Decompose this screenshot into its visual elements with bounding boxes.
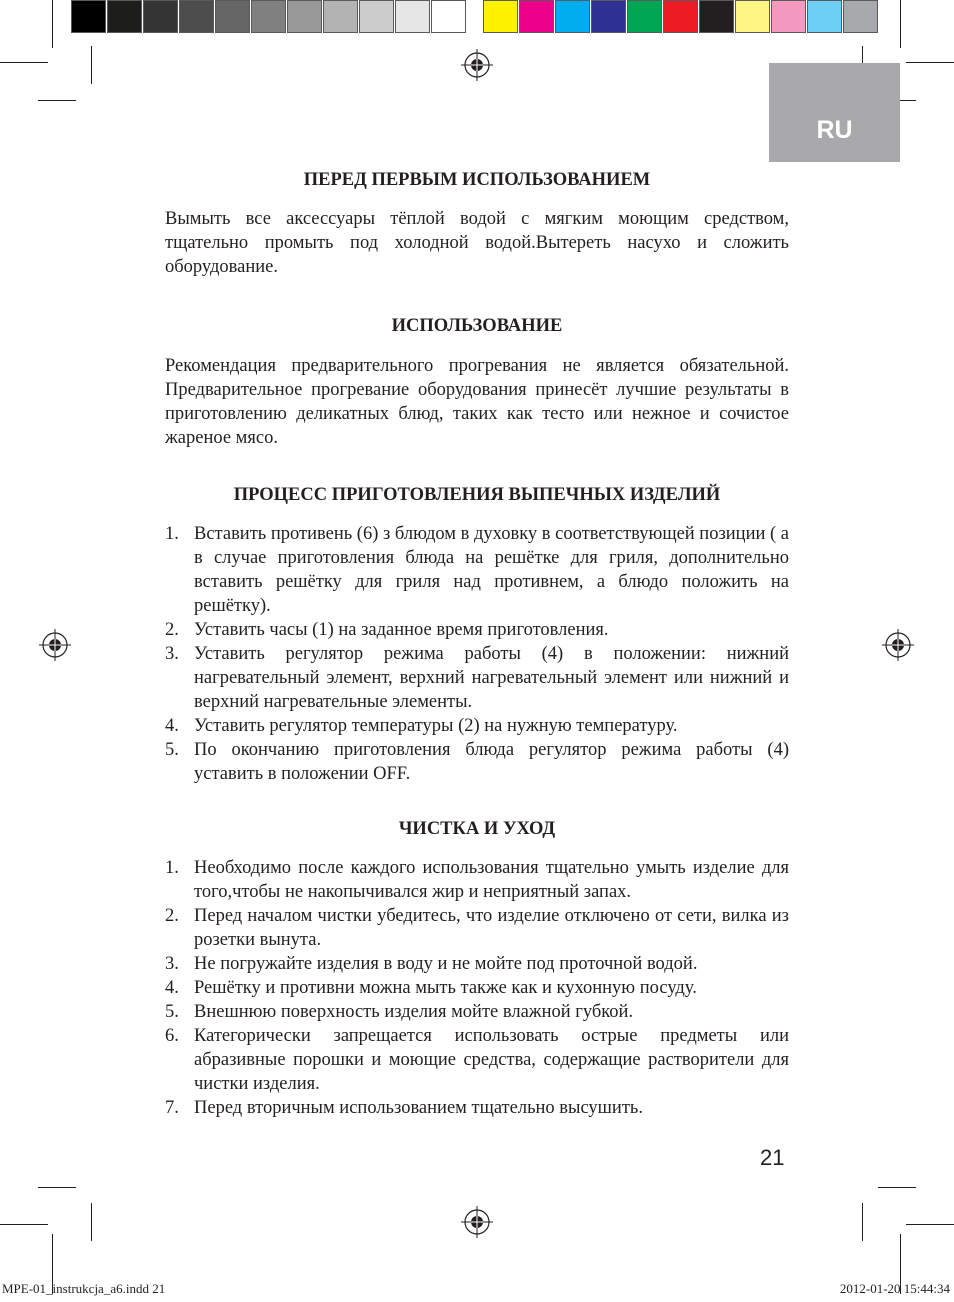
list-item xyxy=(165,1096,789,1120)
color-swatch xyxy=(323,0,358,33)
list-item-number: 6. xyxy=(165,1026,179,1046)
registration-mark-icon xyxy=(460,48,494,82)
list-item xyxy=(165,738,789,786)
list-item-text: Категорически запрещается использовать острые предметы или абразивные порошки и моющие средства, содержащие растворители для чистки изделия. xyxy=(194,1026,789,1094)
language-tab: RU xyxy=(769,63,900,162)
list-item-text: Необходимо после каждого использования тщательно умыть изделие для того,чтобы не накопычивался жир и неприятный запах. xyxy=(194,858,789,902)
list-item-number: 4. xyxy=(165,716,179,736)
slug-file-info: MPE-01_instrukcja_a6.indd 21 xyxy=(2,1281,166,1296)
registration-mark-icon xyxy=(881,628,915,662)
list-item-text: Перед началом чистки убедитесь, что изделие отключено от сети, вилка из розетки вынута. xyxy=(194,906,789,950)
list-item-number: 3. xyxy=(165,644,179,664)
list-item-number: 1. xyxy=(165,858,179,878)
list-item-text: Внешнюю поверхность изделия мойте влажной губкой. xyxy=(194,1002,634,1022)
list-item-number: 1. xyxy=(165,524,179,544)
section-title-baking: ПРОЦЕСС ПРИГОТОВЛЕНИЯ ВЫПЕЧНЫХ ИЗДЕЛИЙ xyxy=(233,485,721,505)
baking-steps-list xyxy=(165,522,789,786)
list-item xyxy=(165,976,789,1000)
color-swatch xyxy=(287,0,322,33)
color-swatch xyxy=(843,0,878,33)
list-item xyxy=(165,856,789,904)
color-swatch xyxy=(519,0,554,33)
list-item-text: Уставить регулятор режима работы (4) в положении: нижний нагревательный элемент, верхний нагревательный элемент или нижний и верхний нагревательные элементы. xyxy=(194,644,789,712)
color-swatch xyxy=(591,0,626,33)
list-item xyxy=(165,642,789,714)
color-swatch xyxy=(483,0,518,33)
color-swatch xyxy=(107,0,142,33)
color-swatch xyxy=(179,0,214,33)
list-item-text: Вставить противень (6) з блюдом в духовку в соответствующей позиции ( а в случае приготовления блюда на решётке для гриля, дополнительно вставить решётку для гриля над противнем, а блюдо положить на решётку). xyxy=(194,524,789,616)
list-item-number: 5. xyxy=(165,1002,179,1022)
color-swatch xyxy=(395,0,430,33)
list-item-number: 7. xyxy=(165,1098,179,1118)
color-swatch xyxy=(735,0,770,33)
list-item-text: Уставить регулятор температуры (2) на нужную температуру. xyxy=(194,716,678,736)
list-item-number: 2. xyxy=(165,620,179,640)
process-color-bar xyxy=(483,0,879,38)
page-content xyxy=(165,168,789,1120)
page-number: 21 xyxy=(760,1145,785,1170)
list-item xyxy=(165,1024,789,1096)
color-swatch xyxy=(431,0,466,33)
list-item-text: Не погружайте изделия в воду и не мойте под проточной водой. xyxy=(194,954,698,974)
registration-mark-icon xyxy=(38,628,72,662)
color-swatch xyxy=(71,0,106,33)
color-swatch xyxy=(663,0,698,33)
list-item xyxy=(165,522,789,618)
color-swatch xyxy=(251,0,286,33)
list-item-text: По окончанию приготовления блюда регулятор режима работы (4) уставить в положении OFF. xyxy=(194,740,789,784)
slug-datetime: 2012-01-20 15:44:34 xyxy=(839,1281,950,1296)
registration-mark-icon xyxy=(460,1205,494,1239)
list-item-text: Перед вторичным использованием тщательно высушить. xyxy=(194,1098,643,1118)
section-title-before-first-use: ПЕРЕД ПЕРВЫМ ИСПОЛЬЗОВАНИЕМ xyxy=(303,170,651,190)
color-swatch xyxy=(143,0,178,33)
cleaning-steps-list xyxy=(165,856,789,1120)
list-item-number: 2. xyxy=(165,906,179,926)
list-item xyxy=(165,714,789,738)
list-item-text: Решётку и противни можна мыть также как и кухонную посуду. xyxy=(194,978,697,998)
color-swatch xyxy=(555,0,590,33)
color-swatch xyxy=(627,0,662,33)
before-first-use-text: Вымыть все аксессуары тёплой водой с мягким моющим средством, тщательно промыть под холодной водой.Вытереть насухо и сложить оборудование. xyxy=(165,209,789,277)
section-title-cleaning: ЧИСТКА И УХОД xyxy=(398,819,556,839)
list-item-number: 3. xyxy=(165,954,179,974)
section-title-usage: ИСПОЛЬЗОВАНИЕ xyxy=(391,316,563,336)
grayscale-color-bar xyxy=(71,0,467,38)
list-item-number: 4. xyxy=(165,978,179,998)
list-item xyxy=(165,618,789,642)
color-swatch xyxy=(215,0,250,33)
usage-text: Рекомендация предварительного прогревания не является обязательной. Предварительное прогревание оборудования принесёт лучшие результаты в приготовлению деликатных блюд, таких как тесто или нежное и сочистое жареное мясо. xyxy=(165,356,789,448)
color-swatch xyxy=(771,0,806,33)
list-item xyxy=(165,904,789,952)
color-swatch xyxy=(807,0,842,33)
list-item xyxy=(165,1000,789,1024)
list-item xyxy=(165,952,789,976)
list-item-text: Уставить часы (1) на заданное время приготовления. xyxy=(194,620,609,640)
color-swatch xyxy=(359,0,394,33)
color-swatch xyxy=(699,0,734,33)
list-item-number: 5. xyxy=(165,740,179,760)
